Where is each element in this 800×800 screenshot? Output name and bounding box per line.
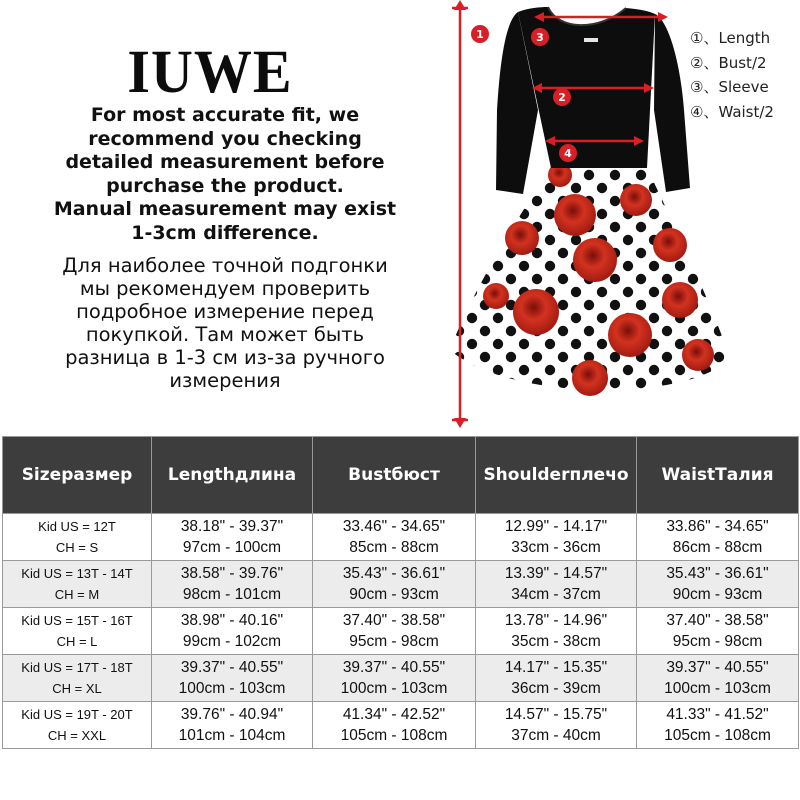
waist-cell: 35.43" - 36.61" 90cm - 93cm [637,561,798,607]
table-header-row [3,437,798,513]
shoulder-cell: 14.57" - 15.75" 37cm - 40cm [476,702,636,748]
shoulder-cell: 14.17" - 15.35" 36cm - 39cm [476,655,636,701]
bust-cell: 33.46" - 34.65" 85cm - 88cm [313,514,475,560]
table-row [3,608,798,654]
note-english-line: Manual measurement may exist [53,198,397,221]
size-cell: Kid US = 17T - 18T CH = XL [3,655,151,701]
waist-cell: 33.86" - 34.65" 86cm - 88cm [637,514,798,560]
marker-label: 3 [536,31,544,44]
bust-cell: 37.40" - 38.58" 95cm - 98cm [313,608,475,654]
bust-cell: 35.43" - 36.61" 90cm - 93cm [313,561,475,607]
measurement-legend [690,26,774,124]
note-english-line: 1-3cm difference. [131,221,319,244]
waist-cell: 41.33" - 41.52" 105cm - 108cm [637,702,798,748]
shoulder-cell: 13.78" - 14.96" 35cm - 38cm [476,608,636,654]
note-english-line: purchase the product. [106,174,344,197]
size-cell: Kid US = 15T - 16T CH = L [3,608,151,654]
table-row [3,514,798,560]
note-russian-line: покупкой. Там может быть [85,323,365,346]
dress-sleeve-right [654,14,690,192]
header-bust: Bustбюст [313,437,475,513]
table-row [3,655,798,701]
note-english-line: recommend you checking [88,127,362,150]
note-english-line: detailed measurement before [65,151,385,174]
note-russian-line: разница в 1-3 см из-за ручного [65,346,385,369]
note-russian-line: измерения [169,369,281,392]
brand-logo: IUWE [127,37,293,106]
waist-cell: 37.40" - 38.58" 95cm - 98cm [637,608,798,654]
size-chart-table [2,436,799,749]
note-russian-line: мы рекомендуем проверить [79,277,371,300]
header-size: Sizeразмер [3,437,151,513]
bust-cell: 41.34" - 42.52" 105cm - 108cm [313,702,475,748]
size-cell: Kid US = 13T - 14T CH = M [3,561,151,607]
size-cell: Kid US = 19T - 20T CH = XXL [3,702,151,748]
size-cell: Kid US = 12T CH = S [3,514,151,560]
length-cell: 38.18" - 39.37" 97cm - 100cm [152,514,312,560]
length-cell: 38.98" - 40.16" 99cm - 102cm [152,608,312,654]
legend-item: ④、Waist/2 [690,102,774,121]
header-length: Lengthдлина [152,437,312,513]
note-english-line: For most accurate fit, we [90,104,360,126]
shoulder-cell: 13.39" - 14.57" 34cm - 37cm [476,561,636,607]
header-shoulder: Shoulderплечо [476,437,636,513]
legend-item: ①、Length [690,29,771,47]
length-cell: 39.37" - 40.55" 100cm - 103cm [152,655,312,701]
note-russian-line: подробное измерение перед [76,300,374,323]
length-cell: 39.76" - 40.94" 101cm - 104cm [152,702,312,748]
length-cell: 38.58" - 39.76" 98cm - 101cm [152,561,312,607]
note-russian-line: Для наиболее точной подгонки [62,254,388,277]
marker-label: 1 [476,28,484,41]
table-row [3,702,798,748]
note-russian [0,254,450,392]
legend-item: ②、Bust/2 [690,53,767,72]
marker-label: 4 [564,147,572,160]
bust-cell: 39.37" - 40.55" 100cm - 103cm [313,655,475,701]
shoulder-cell: 12.99" - 14.17" 33cm - 36cm [476,514,636,560]
header-waist: WaistТалия [637,437,798,513]
legend-item: ③、Sleeve [690,78,769,96]
marker-label: 2 [558,91,566,104]
waist-cell: 39.37" - 40.55" 100cm - 103cm [637,655,798,701]
note-english [20,104,430,246]
table-row [3,561,798,607]
